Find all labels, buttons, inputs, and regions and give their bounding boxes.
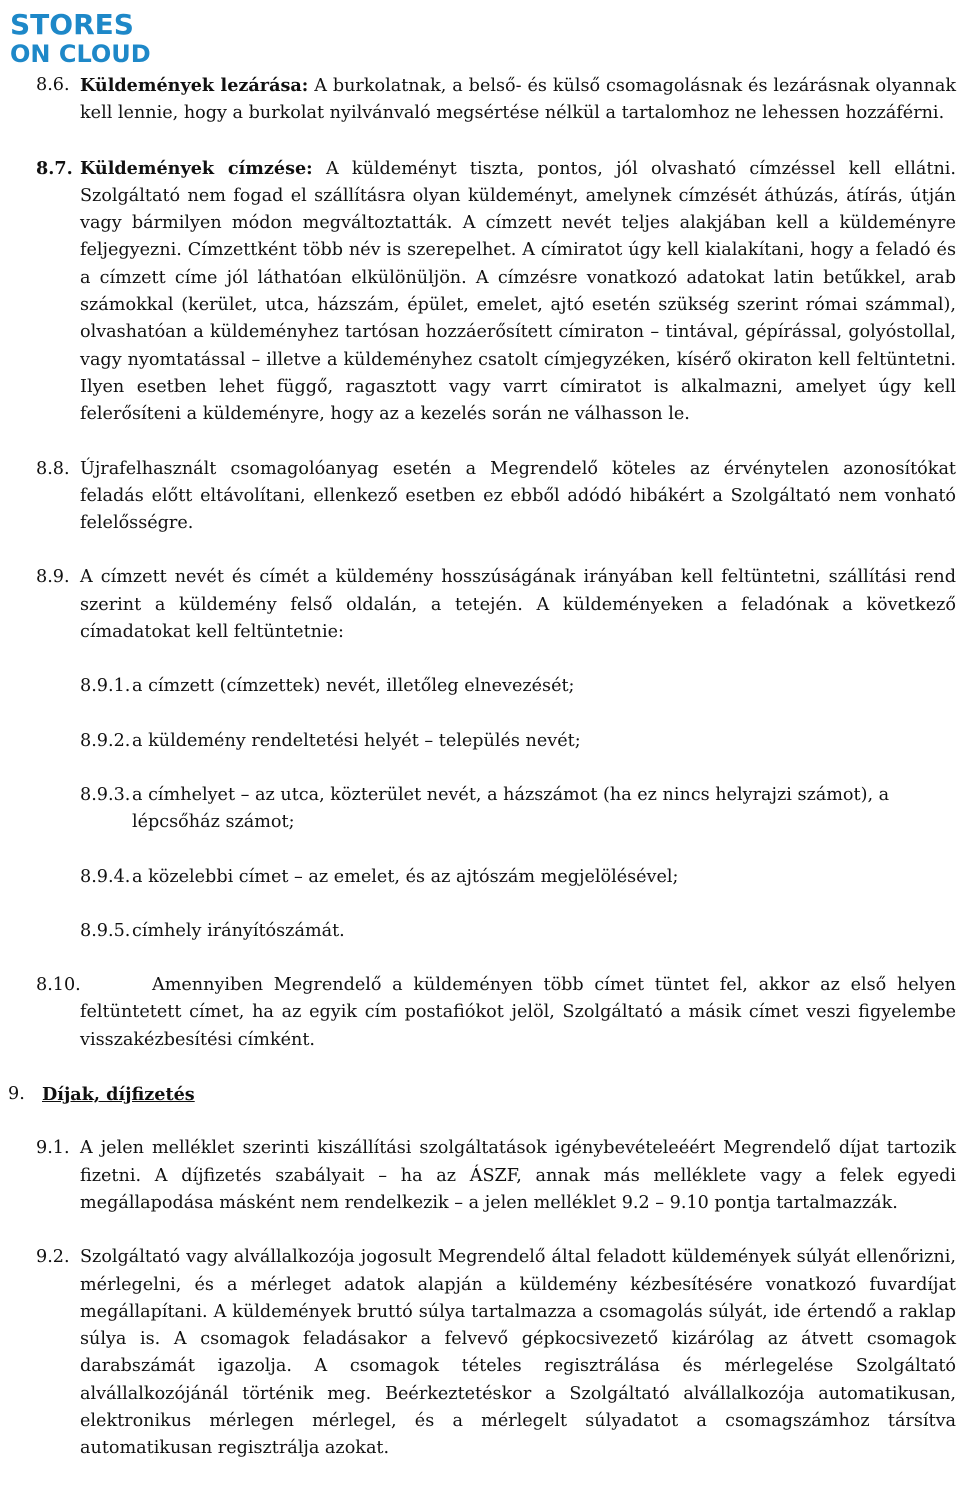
section-text: Szolgáltató vagy alvállalkozója jogosult Megrendelő által feladott küldemények súlyát ellenőrizni, mérlegelni, és a mérleget adatok alapján a küldemény kézbesítésére vonatkozó fuvardíjat megállapítani. A küldemények bruttó súlya tartalmazza a csomagolás súlyát, ide értendő a raklap súlya is. A csomagok feladásakor a felvevő gépkocsivezető kizárólag az átvett csomagok darabszámát igazolja. A csomagok tételes regisztrálása és mérlegelése Szolgáltató alvállalkozójánál történik meg. Beérkeztetéskor a Szolgáltató alvállalkozója automatikusan, elektronikus mérlegen mérlegel, és a mérlegelt súlyadatot a csomagszámhoz társítva automatikusan regisztrálja azokat. — [80, 1247, 956, 1459]
section-number: 8.7. — [36, 157, 73, 179]
logo-line-2: ON CLOUD — [10, 40, 151, 66]
section-text: A jelen melléklet szerinti kiszállítási szolgáltatások igénybevételeéért Megrendelő díjat tartozik fizetni. A díjfizetés szabályait – ha az ÁSZF, annak más melléklete vagy a felek egyedi megállapodása másként nem rendelkezik – a jelen melléklet 9.2 – 9.10 pontja tartalmazzák. — [80, 1138, 956, 1213]
section-8-6 — [0, 72, 960, 128]
section-8-7 — [0, 155, 960, 429]
item-text: címhely irányítószámát. — [132, 920, 345, 941]
section-8-9 — [0, 564, 960, 646]
section-text: Újrafelhasznált csomagolóanyag esetén a Megrendelő köteles az érvénytelen azonosítókat feladás előtt eltávolítani, ellenkező esetben ez ebből adódó hibákért a Szolgáltató nem vonható felelősségre. — [80, 458, 956, 534]
section-9-1 — [0, 1135, 960, 1217]
list-item — [0, 918, 960, 945]
section-number: 8.8. — [36, 458, 70, 479]
list-item — [0, 864, 960, 891]
section-8-10 — [0, 972, 960, 1054]
section-title: Küldemények címzése: — [80, 157, 313, 179]
section-title: Küldemények lezárása: — [80, 75, 309, 96]
list-item — [0, 782, 960, 837]
section-number: 8.6. — [36, 75, 70, 95]
item-number: 8.9.3. — [80, 784, 131, 805]
item-number: 8.9.5. — [80, 920, 131, 941]
section-number: 8.9. — [36, 567, 70, 588]
section-8-8 — [0, 456, 960, 538]
item-text: a címhelyet – az utca, közterület nevét, a házszámot (ha ez nincs helyrajzi számot), a lépcsőház számot; — [132, 784, 890, 833]
list-item — [0, 728, 960, 755]
document-body — [0, 72, 960, 1490]
section-number: 9.2. — [36, 1247, 70, 1268]
item-number: 8.9.2. — [80, 730, 131, 751]
item-text: a címzett (címzettek) nevét, illetőleg elnevezését; — [132, 676, 575, 697]
stores-on-cloud-logo — [8, 8, 168, 66]
section-9-heading — [0, 1081, 960, 1108]
section-number: 8.10. — [36, 975, 81, 996]
section-number: 9.1. — [36, 1138, 70, 1159]
logo-line-1: STORES — [10, 8, 134, 41]
item-number: 8.9.1. — [80, 676, 131, 697]
section-title: Díjak, díjfizetés — [42, 1084, 195, 1106]
section-text: A burkolatnak, a belső- és külső csomagolásnak és lezárásnak olyannak kell lennie, hogy a burkolat nyilvánvaló megsértése nélkül a tartalomhoz ne lehessen hozzáférni. — [80, 76, 956, 124]
section-text: A küldeményt tiszta, pontos, jól olvasható címzéssel kell ellátni. Szolgáltató nem fogad el szállításra olyan küldeményt, amelynek címzését áthúzás, átírás, útján vagy bármilyen módon megváltoztatták. A címzett nevét teljes alakjában kell a küldeményre feljegyezni. Címzettként több név is szerepelhet. A címiratot úgy kell kialakítani, hogy a feladó és a címzett címe jól láthatóan elkülönüljön. A címzésre vonatkozó adatokat latin betűkkel, arab számokkal (kerület, utca, házszám, épület, emelet, ajtó esetén szükség szerint római számmal), olvashatóan a küldeményhez tartósan hozzáerősített címiraton – tintával, gépírással, golyóstollal, vagy nyomtatással – illetve a küldeményhez csatolt címjegyzéken, kísérő okiraton kell feltüntetni. Ilyen esetben lehet függő, ragasztott vagy varrt címiratot is alkalmazni, amelyet úgy kell felerősíteni a küldeményre, hogy az a kezelés során ne válhasson le. — [80, 158, 957, 425]
section-9-2 — [0, 1244, 960, 1462]
item-text: a küldemény rendeltetési helyét – település nevét; — [132, 730, 581, 751]
item-number: 8.9.4. — [80, 866, 131, 887]
section-number: 9. — [8, 1084, 25, 1105]
section-text: A címzett nevét és címét a küldemény hosszúságának irányában kell feltüntetni, szállítási rend szerint a küldemény felső oldalán, a tetején. A küldeményeken a feladónak a következő címadatokat kell feltüntetnie: — [80, 567, 956, 643]
section-text: Amennyiben Megrendelő a küldeményen több címet tüntet fel, akkor az első helyen feltüntetett címet, ha az egyik cím postafiókot jelöl, Szolgáltató a másik címet veszi figyelembe visszakézbesítési címként. — [80, 975, 956, 1050]
list-item — [0, 673, 960, 700]
item-text: a közelebbi címet – az emelet, és az ajtószám megjelölésével; — [132, 866, 679, 887]
